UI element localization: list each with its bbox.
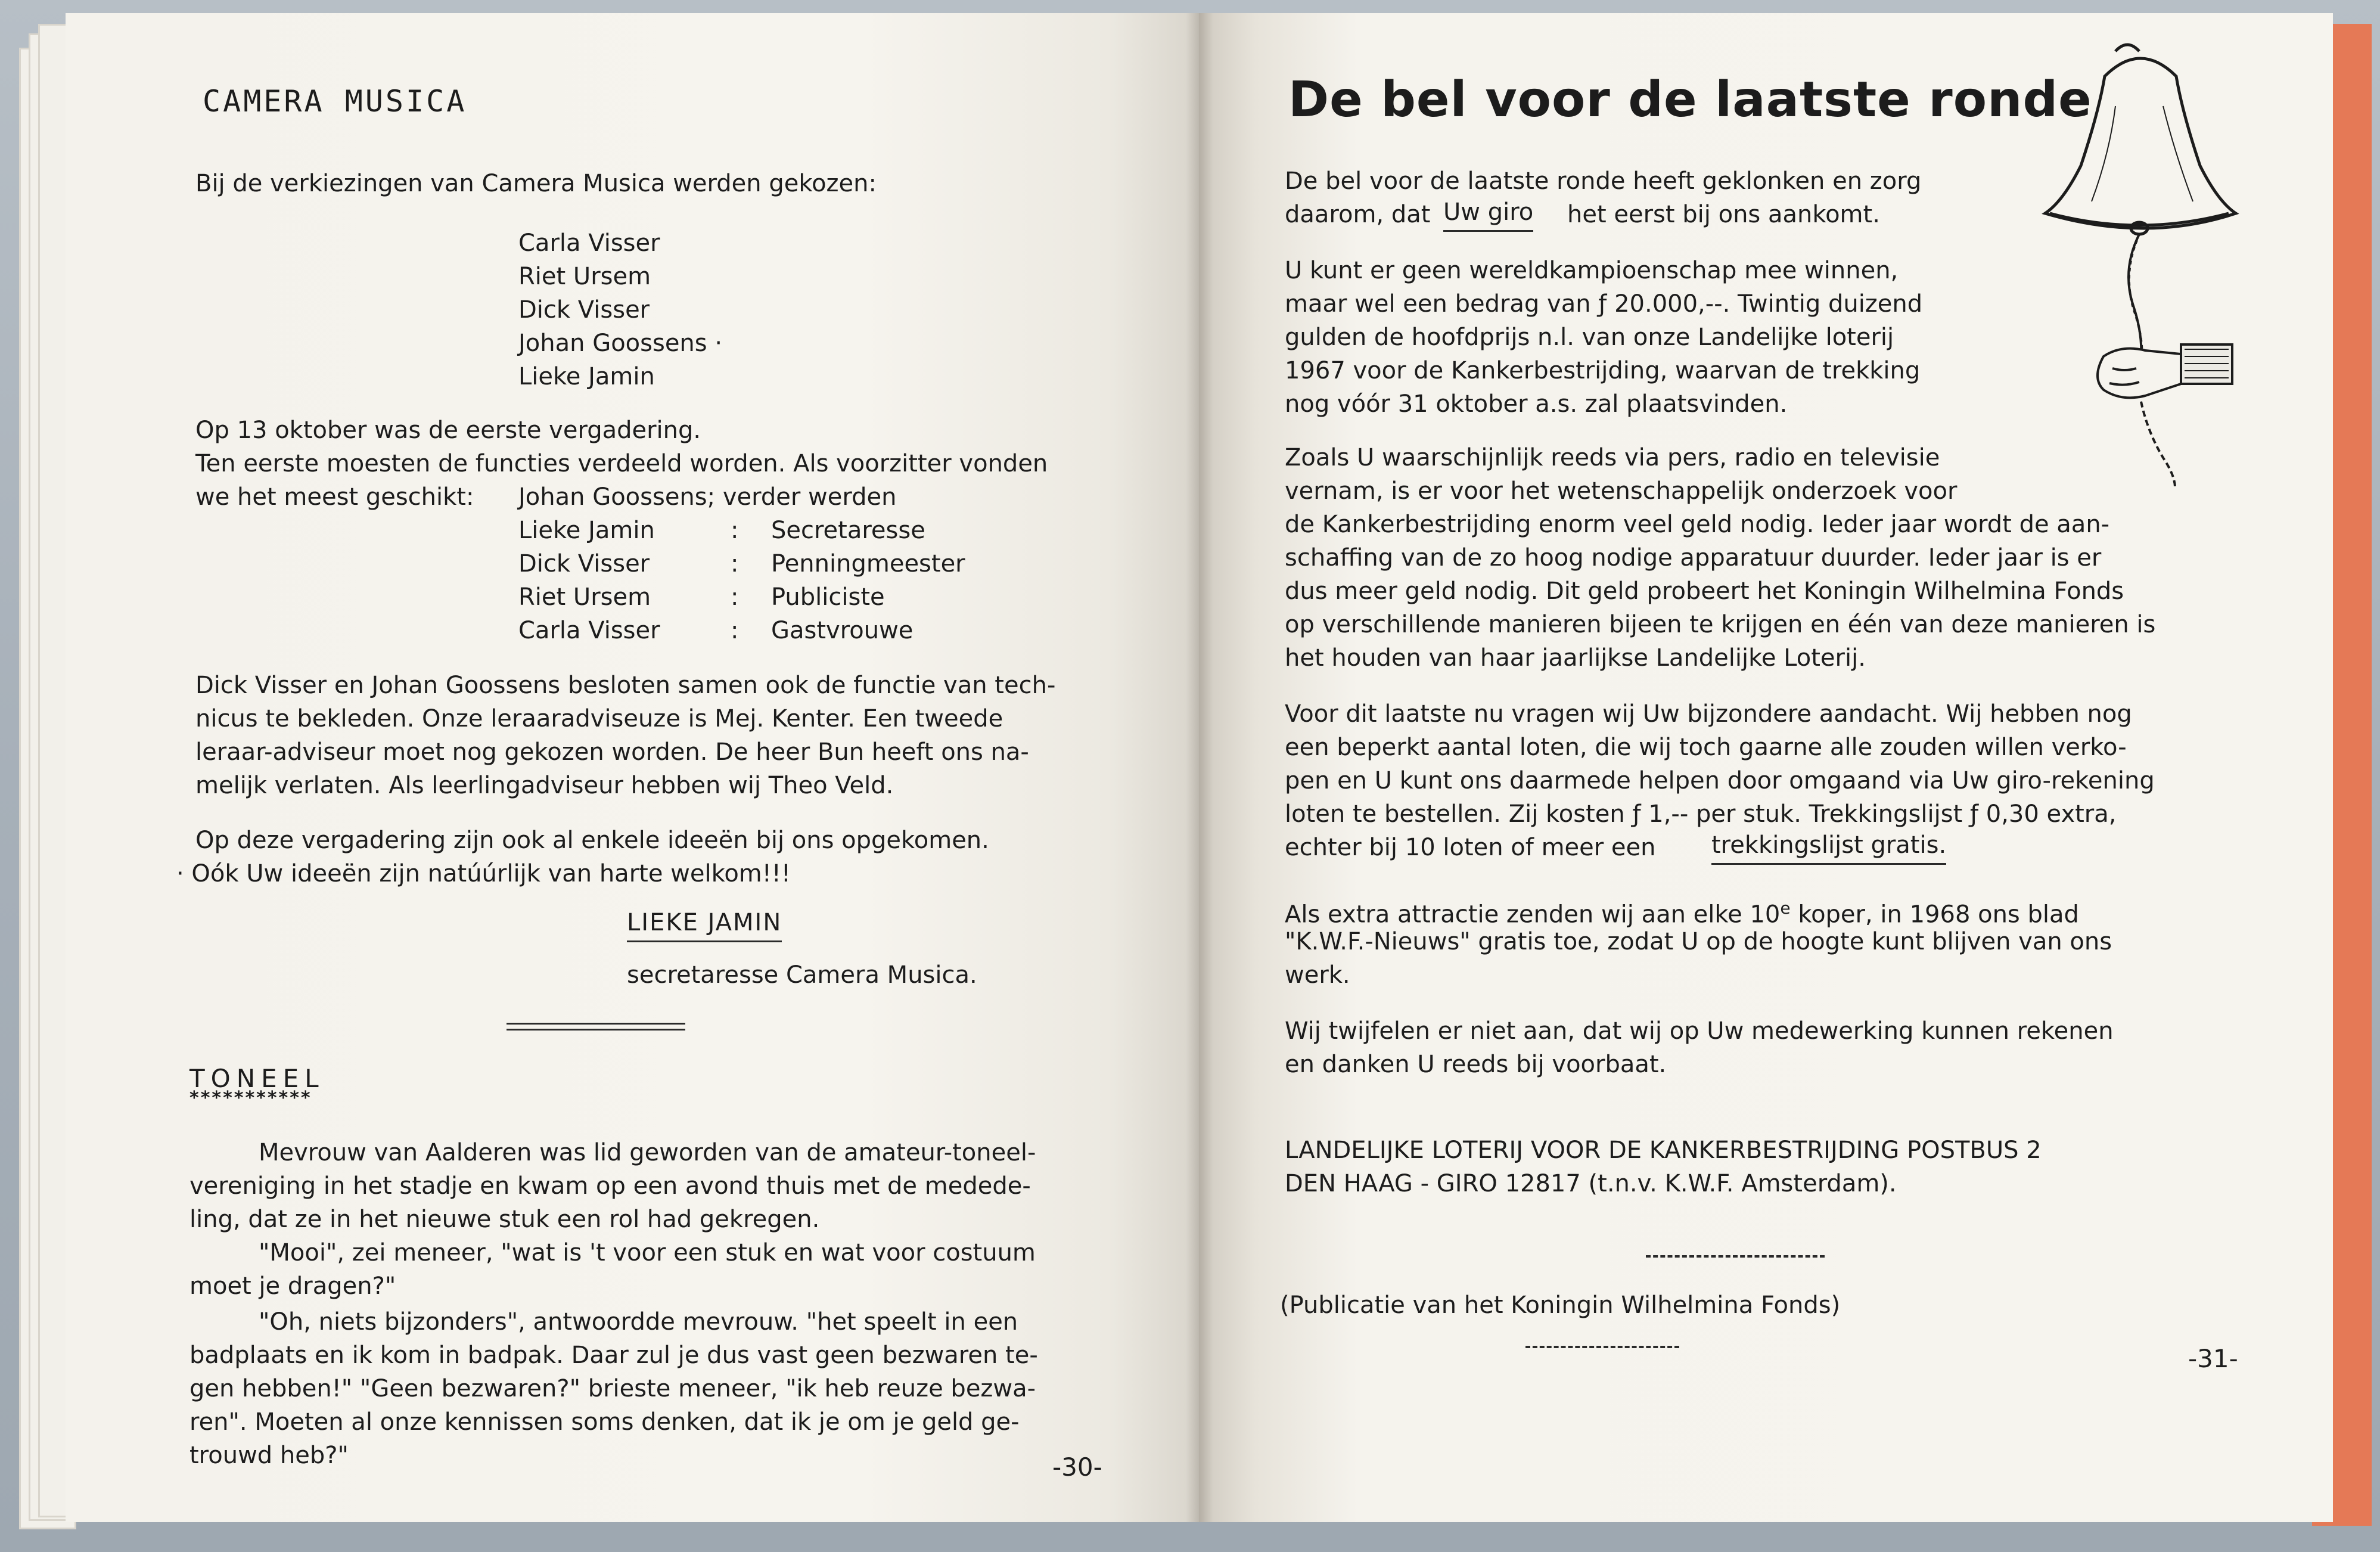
article-line: nog vóór 31 oktober a.s. zal plaatsvinden. — [1285, 390, 1788, 418]
dashed-rule — [1646, 1255, 1825, 1258]
toneel-title: TONEEL — [189, 1064, 325, 1093]
function-name: Riet Ursem — [518, 583, 651, 611]
article-line: 1967 voor de Kankerbestrijding, waarvan de trekking — [1285, 357, 1921, 384]
superscript-e: e — [1780, 898, 1791, 918]
article-line: loten te bestellen. Zij kosten ƒ 1,-- per stuk. Trekkingslijst ƒ 0,30 extra, — [1285, 800, 2117, 828]
article-line: echter bij 10 loten of meer een — [1285, 834, 1656, 861]
article-line: De bel voor de laatste ronde heeft geklonken en zorg — [1285, 167, 1922, 195]
article-line: Wij twijfelen er niet aan, dat wij op Uw medewerking kunnen rekenen — [1285, 1017, 2114, 1045]
article-text: koper, in 1968 ons blad — [1790, 901, 2079, 929]
function-separator: : — [731, 550, 739, 578]
article-text: Als extra attractie zenden wij aan elke 10 — [1285, 901, 1781, 929]
publicatie-note: (Publicatie van het Koningin Wilhelmina Fonds) — [1280, 1292, 1841, 1319]
double-rule — [507, 1023, 685, 1030]
article-line: dus meer geld nodig. Dit geld probeert het Koningin Wilhelmina Fonds — [1285, 578, 2124, 605]
elected-member: Johan Goossens · — [518, 330, 723, 357]
uw-giro-underlined: Uw giro — [1443, 195, 1533, 232]
article-line: maar wel een bedrag van ƒ 20.000,--. Twintig duizend — [1285, 290, 1923, 318]
signature-name: LIEKE JAMIN — [627, 906, 782, 942]
function-role: Gastvrouwe — [771, 617, 914, 644]
article-line: de Kankerbestrijding enorm veel geld nodig. Ieder jaar wordt de aan- — [1285, 511, 2110, 538]
article-line: een beperkt aantal loten, die wij toch gaarne alle zouden willen verko- — [1285, 734, 2127, 761]
meeting-text-line: Johan Goossens; verder werden — [518, 483, 897, 511]
dashed-rule — [1525, 1346, 1679, 1348]
toneel-stars: *********** — [189, 1088, 312, 1109]
paragraph-line: Dick Visser en Johan Goossens besloten samen ook de functie van tech- — [195, 672, 1056, 699]
left-page — [66, 13, 1199, 1522]
article-line: U kunt er geen wereldkampioenschap mee winnen, — [1285, 257, 1899, 284]
toneel-line: gen hebben!" "Geen bezwaren?" brieste meneer, "ik heb reuze bezwa- — [189, 1375, 1036, 1402]
address-line: DEN HAAG - GIRO 12817 (t.n.v. K.W.F. Amsterdam). — [1285, 1170, 1897, 1197]
meeting-text-line: Ten eerste moesten de functies verdeeld worden. Als voorzitter vonden — [195, 450, 1048, 477]
meeting-text-line: we het meest geschikt: — [195, 483, 474, 511]
article-line: op verschillende manieren bijeen te krijgen en één van deze manieren is — [1285, 611, 2156, 638]
elected-member: Carla Visser — [518, 229, 660, 257]
elected-member: Lieke Jamin — [518, 363, 655, 390]
function-name: Lieke Jamin — [518, 517, 655, 544]
trekkingslijst-underlined: trekkingslijst gratis. — [1711, 828, 1946, 865]
function-role: Secretaresse — [771, 517, 925, 544]
book-gutter — [1186, 13, 1213, 1522]
article-line: "K.W.F.-Nieuws" gratis toe, zodat U op de hoogte kunt blijven van ons — [1285, 928, 2112, 955]
function-name: Dick Visser — [518, 550, 650, 578]
toneel-line: vereniging in het stadje en kwam op een avond thuis met de medede- — [189, 1172, 1031, 1200]
elected-member: Dick Visser — [518, 296, 650, 324]
article-line: daarom, dat — [1285, 201, 1431, 228]
toneel-line: moet je dragen?" — [189, 1272, 396, 1300]
function-separator: : — [731, 617, 739, 644]
toneel-line: "Oh, niets bijzonders", antwoordde mevrouw. "het speelt in een — [259, 1308, 1018, 1336]
article-line: Voor dit laatste nu vragen wij Uw bijzondere aandacht. Wij hebben nog — [1285, 700, 2132, 728]
bell-article-title: De bel voor de laatste ronde — [1288, 72, 2092, 128]
toneel-line: ling, dat ze in het nieuwe stuk een rol had gekregen. — [189, 1206, 820, 1233]
function-separator: : — [731, 517, 739, 544]
elected-member: Riet Ursem — [518, 263, 651, 290]
function-name: Carla Visser — [518, 617, 660, 644]
function-role: Publiciste — [771, 583, 885, 611]
paragraph-line: leraar-adviseur moet nog gekozen worden. De heer Bun heeft ons na- — [195, 738, 1029, 766]
article-line: pen en U kunt ons daarmede helpen door omgaand via Uw giro-rekening — [1285, 767, 2155, 794]
paragraph-line: Op deze vergadering zijn ook al enkele ideeën bij ons opgekomen. — [195, 827, 989, 854]
article-line: werk. — [1285, 961, 1350, 989]
article-line: gulden de hoofdprijs n.l. van onze Landelijke loterij — [1285, 324, 1894, 351]
paragraph-line: nicus te bekleden. Onze leraaradviseuze is Mej. Kenter. Een tweede — [195, 705, 1003, 732]
function-role: Penningmeester — [771, 550, 965, 578]
function-separator: : — [731, 583, 739, 611]
camera-musica-title: CAMERA MUSICA — [203, 84, 467, 119]
article-line: het houden van haar jaarlijkse Landelijke Loterij. — [1285, 644, 1866, 672]
signature-role: secretaresse Camera Musica. — [627, 961, 977, 989]
article-line: Zoals U waarschijnlijk reeds via pers, radio en televisie — [1285, 444, 1940, 471]
bell-icon — [2045, 45, 2236, 234]
toneel-line: "Mooi", zei meneer, "wat is 't voor een stuk en wat voor costuum — [259, 1239, 1036, 1267]
article-line: en danken U reeds bij voorbaat. — [1285, 1051, 1667, 1078]
page-number-right: -31- — [2188, 1344, 2238, 1373]
address-line: LANDELIJKE LOTERIJ VOOR DE KANKERBESTRIJDING POSTBUS 2 — [1285, 1137, 2042, 1164]
meeting-text-line: Op 13 oktober was de eerste vergadering. — [195, 417, 701, 444]
toneel-line: trouwd heb?" — [189, 1442, 349, 1469]
article-line: vernam, is er voor het wetenschappelijk onderzoek voor — [1285, 477, 1958, 505]
toneel-line: Mevrouw van Aalderen was lid geworden van de amateur-toneel- — [259, 1139, 1036, 1166]
hand-icon — [2098, 344, 2232, 398]
page-number-left: -30- — [1052, 1452, 1102, 1482]
intro-text: Bij de verkiezingen van Camera Musica werden gekozen: — [195, 170, 877, 197]
paragraph-line: melijk verlaten. Als leerlingadviseur hebben wij Theo Veld. — [195, 772, 894, 799]
toneel-line: badplaats en ik kom in badpak. Daar zul je dus vast geen bezwaren te- — [189, 1342, 1038, 1369]
bell-illustration — [2026, 35, 2258, 488]
paragraph-line: · Oók Uw ideeën zijn natúúrlijk van harte welkom!!! — [176, 860, 791, 887]
article-line: schaffing van de zo hoog nodige apparatuur duurder. Ieder jaar is er — [1285, 544, 2102, 572]
toneel-line: ren". Moeten al onze kennissen soms denken, dat ik je om je geld ge- — [189, 1408, 1020, 1436]
article-line: het eerst bij ons aankomt. — [1567, 201, 1880, 228]
